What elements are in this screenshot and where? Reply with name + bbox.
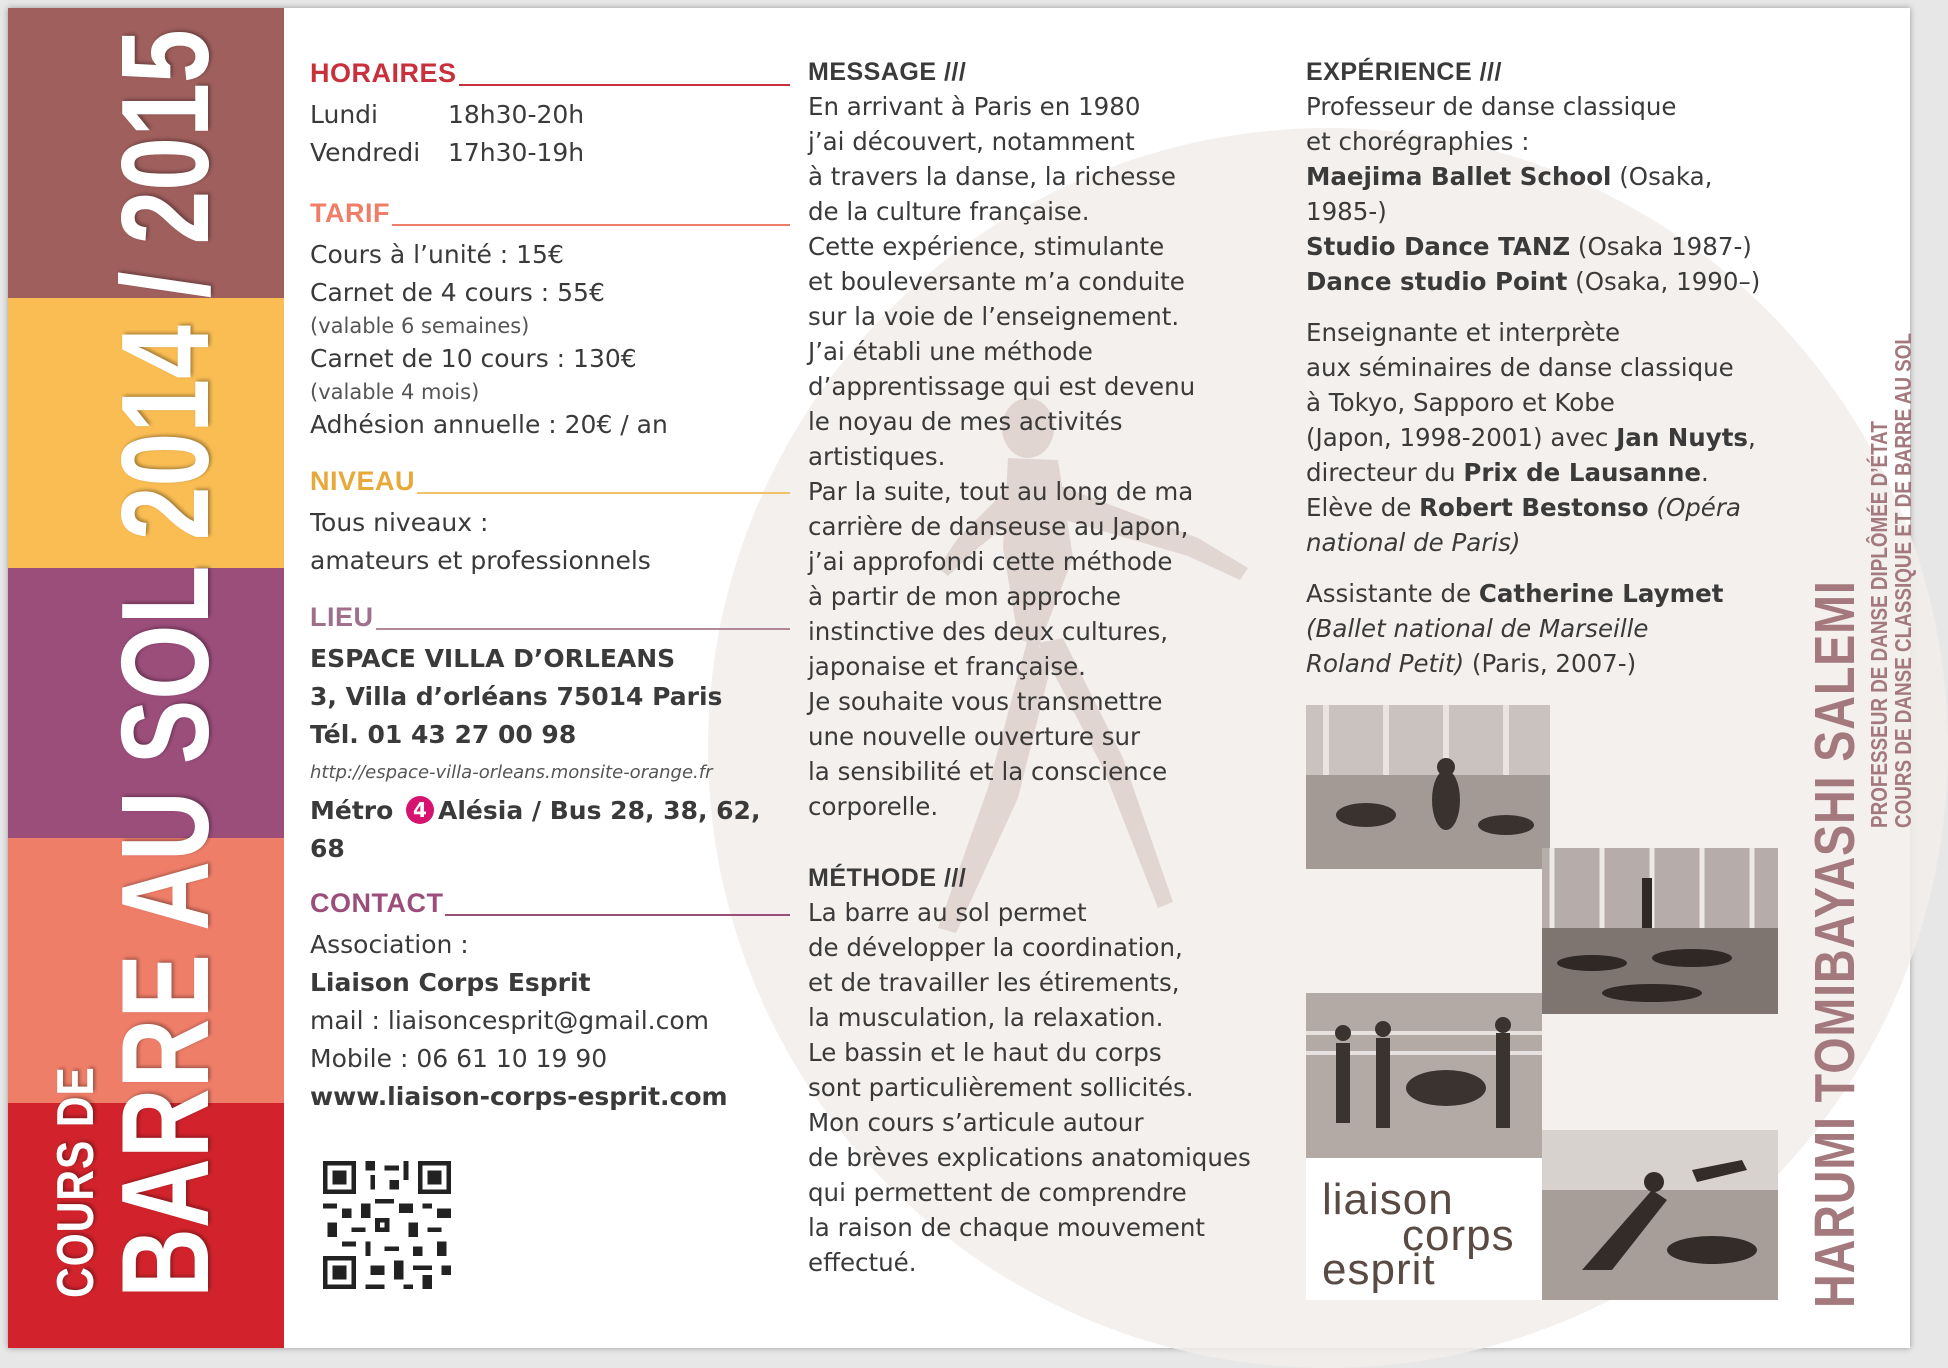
text-line: corporelle. (808, 792, 939, 821)
vertical-title (8, 8, 284, 1348)
day-label: Vendredi (310, 138, 421, 167)
class-photo-1 (1306, 705, 1550, 869)
exp-name: Jan Nuyts (1616, 423, 1749, 452)
school-detail: (Osaka, 1990–) (1567, 267, 1761, 296)
text-line: Le bassin et le haut du corps (808, 1038, 1162, 1067)
time-label: 17h30-19h (448, 138, 585, 167)
logo-word-esprit: esprit (1322, 1245, 1436, 1294)
lieu-title: LIEU (310, 602, 374, 632)
horaires-row (310, 134, 790, 172)
contact-website[interactable]: www.liaison-corps-esprit.com (310, 1082, 728, 1111)
methode-text (808, 895, 1288, 1280)
venue-phone: Tél. 01 43 27 00 98 (310, 720, 577, 749)
niveau-title: NIVEAU (310, 466, 416, 496)
text-line: artistiques. (808, 442, 946, 471)
exp-name: Robert Bestonso (1419, 493, 1649, 522)
exp-name: Catherine Laymet (1478, 579, 1724, 608)
tarif-carnet10: Carnet de 10 cours : 130€ (310, 344, 637, 373)
experience-column (1306, 58, 1786, 681)
teacher-diploma: PROFESSEUR DE DANSE DIPLÔMÉE D’ÉTAT (1866, 421, 1892, 828)
day-label: Lundi (310, 100, 378, 129)
exp-line: Enseignante et interprète (1306, 318, 1621, 347)
text-line: sont particulièrement sollicités. (808, 1073, 1194, 1102)
contact-heading (310, 888, 790, 918)
exp-line (1306, 420, 1786, 455)
exp-line (1306, 576, 1786, 611)
lieu-rule (310, 628, 790, 630)
exp-span: (Paris, 2007-) (1464, 649, 1637, 678)
text-line: Par la suite, tout au long de ma (808, 477, 1194, 506)
metro-rest: Alésia / Bus 28, 38, 62, 68 (310, 796, 761, 863)
text-line: carrière de danseuse au Japon, (808, 512, 1189, 541)
tarif-carnet4-note: (valable 6 semaines) (310, 314, 530, 338)
text-line: de brèves explications anatomiques (808, 1143, 1251, 1172)
venue-url[interactable]: http://espace-villa-orleans.monsite-orange.fr (310, 762, 713, 783)
class-photo-3 (1306, 993, 1542, 1161)
text-line: la musculation, la relaxation. (808, 1003, 1164, 1032)
message-column (808, 58, 1288, 1280)
lieu-heading (310, 602, 790, 632)
exp-span: (Opéra (1648, 493, 1741, 522)
metro-line (310, 792, 790, 868)
title-line-1: COURS DE (47, 1066, 105, 1298)
class-photo-2 (1542, 848, 1778, 1014)
exp-line: à Tokyo, Sapporo et Kobe (1306, 388, 1615, 417)
exp-name: Prix de Lausanne (1463, 458, 1702, 487)
liaison-corps-esprit-logo (1306, 1158, 1542, 1300)
exp-span: Assistante de (1306, 579, 1479, 608)
exp-span: Elève de (1306, 493, 1420, 522)
exp-span: . (1701, 458, 1709, 487)
exp-line: Professeur de danse classique (1306, 92, 1677, 121)
methode-heading: MÉTHODE /// (808, 864, 967, 892)
message-text (808, 89, 1288, 824)
text-line: sur la voie de l’enseignement. (808, 302, 1180, 331)
exp-school-1 (1306, 159, 1786, 194)
teacher-name: HARUMI TOMIBAYASHI SALEMI (1803, 580, 1867, 1308)
exp-line: 1985-) (1306, 197, 1387, 226)
exp-span: directeur du (1306, 458, 1464, 487)
text-line: et de travailler les étirements, (808, 968, 1180, 997)
message-heading: MESSAGE /// (808, 58, 967, 86)
qr-code-icon[interactable] (318, 1156, 456, 1294)
niveau-heading (310, 466, 790, 496)
exp-line (1306, 455, 1786, 490)
tarif-carnet10-note: (valable 4 mois) (310, 380, 480, 404)
exp-line: (Ballet national de Marseille (1306, 614, 1649, 643)
experience-p2 (1306, 315, 1786, 560)
info-column (310, 58, 790, 1116)
school-detail: (Osaka, (1611, 162, 1713, 191)
exp-line (1306, 490, 1786, 525)
experience-p1 (1306, 89, 1786, 299)
tarif-list (310, 236, 790, 444)
text-line: instinctive des deux cultures, (808, 617, 1168, 646)
text-line: Cette expérience, stimulante (808, 232, 1165, 261)
school-detail: (Osaka 1987-) (1570, 232, 1752, 261)
contact-mail[interactable]: mail : liaisoncesprit@gmail.com (310, 1006, 710, 1035)
text-line: le noyau de mes activités (808, 407, 1123, 436)
niveau-line: Tous niveaux : (310, 508, 489, 537)
niveau-text (310, 504, 790, 580)
text-line: la raison de chaque mouvement (808, 1213, 1205, 1242)
exp-school-2 (1306, 229, 1786, 264)
text-line: Je souhaite vous transmettre (808, 687, 1163, 716)
contact-title: CONTACT (310, 888, 444, 918)
text-line: En arrivant à Paris en 1980 (808, 92, 1141, 121)
text-line: à partir de mon approche (808, 582, 1122, 611)
contact-assoc-name: Liaison Corps Esprit (310, 968, 591, 997)
tarif-adhesion: Adhésion annuelle : 20€ / an (310, 410, 668, 439)
text-line: japonaise et française. (808, 652, 1086, 681)
exp-line: national de Paris) (1306, 528, 1521, 557)
school-name: Maejima Ballet School (1306, 162, 1612, 191)
text-line: et bouleversante m’a conduite (808, 267, 1185, 296)
text-line: j’ai approfondi cette méthode (808, 547, 1173, 576)
title-line-2: BARRE AU SOL 2014 / 2015 (97, 29, 235, 1298)
exp-line: aux séminaires de danse classique (1306, 353, 1734, 382)
text-line: La barre au sol permet (808, 898, 1087, 927)
experience-p3 (1306, 576, 1786, 681)
text-line: d’apprentissage qui est devenu (808, 372, 1196, 401)
niveau-line: amateurs et professionnels (310, 546, 651, 575)
tarif-heading (310, 198, 790, 228)
text-line: qui permettent de comprendre (808, 1178, 1187, 1207)
contact-mobile: Mobile : 06 61 10 19 90 (310, 1044, 608, 1073)
exp-line (1306, 646, 1786, 681)
exp-line: et chorégraphies : (1306, 127, 1530, 156)
venue-address: 3, Villa d’orléans 75014 Paris (310, 682, 723, 711)
text-line: une nouvelle ouverture sur (808, 722, 1141, 751)
teacher-vertical-title (1798, 8, 1918, 1308)
flyer-sheet (8, 8, 1916, 1348)
horaires-heading (310, 58, 790, 88)
school-name: Dance studio Point (1306, 267, 1568, 296)
horaires-title: HORAIRES (310, 58, 457, 88)
text-line: J’ai établi une méthode (808, 337, 1093, 366)
horaires-row (310, 96, 790, 134)
time-label: 18h30-20h (448, 100, 585, 129)
text-line: de développer la coordination, (808, 933, 1183, 962)
teacher-courses: COURS DE DANSE CLASSIQUE ET DE BARRE AU SOL (1890, 333, 1916, 828)
school-name: Studio Dance TANZ (1306, 232, 1571, 261)
exp-school-3 (1306, 264, 1786, 299)
logo-word-corps: corps (1402, 1211, 1515, 1260)
lieu-text (310, 640, 790, 868)
text-line: à travers la danse, la richesse (808, 162, 1176, 191)
text-line: effectué. (808, 1248, 917, 1277)
metro-line-badge: 4 (406, 796, 434, 824)
metro-label: Métro (310, 796, 394, 825)
text-line: j’ai découvert, notamment (808, 127, 1135, 156)
tarif-unit: Cours à l’unité : 15€ (310, 240, 564, 269)
tarif-carnet4: Carnet de 4 cours : 55€ (310, 278, 605, 307)
horaires-list (310, 96, 790, 172)
text-line: Mon cours s’articule autour (808, 1108, 1144, 1137)
exp-span: , (1748, 423, 1756, 452)
contact-text (310, 926, 790, 1116)
contact-assoc-label: Association : (310, 930, 469, 959)
text-line: de la culture française. (808, 197, 1090, 226)
text-line: la sensibilité et la conscience (808, 757, 1168, 786)
logo-word-liaison: liaison (1322, 1175, 1454, 1224)
exp-span: Roland Petit) (1306, 649, 1465, 678)
venue-name: ESPACE VILLA D’ORLEANS (310, 644, 676, 673)
experience-heading: EXPÉRIENCE /// (1306, 58, 1502, 86)
class-photo-4 (1542, 1130, 1778, 1300)
tarif-title: TARIF (310, 198, 390, 228)
exp-span: (Japon, 1998-2001) avec (1306, 423, 1617, 452)
